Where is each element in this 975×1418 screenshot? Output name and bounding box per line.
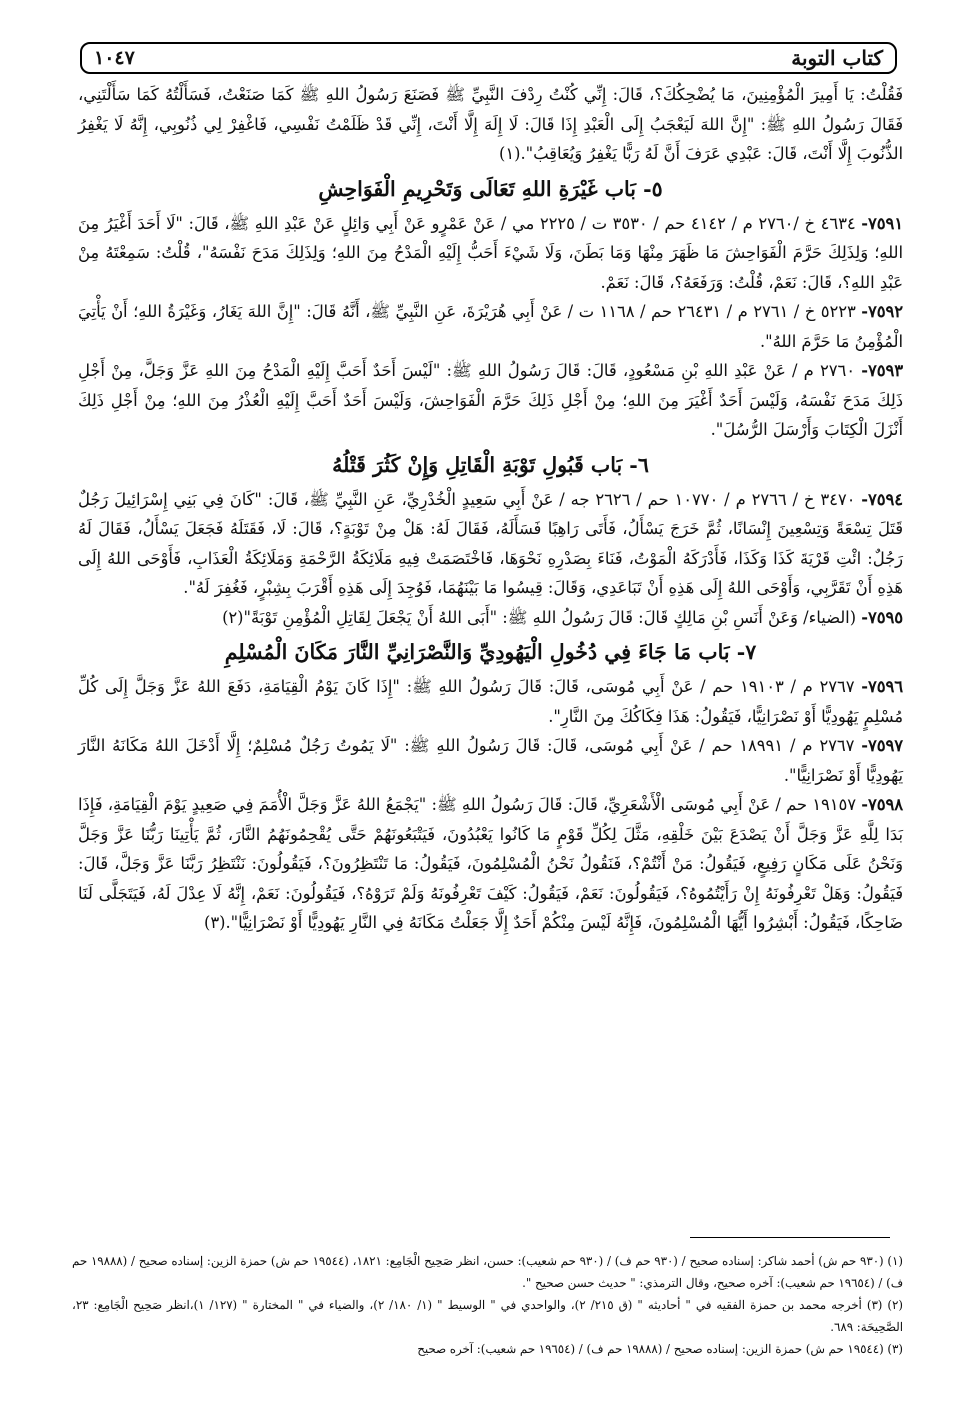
hadith-7593 bbox=[78, 356, 903, 445]
hadith-text: (الضياء/ وَعَنْ أَنَسِ بْنِ مَالِكٍ قَالَ: قَالَ رَسُولُ اللهِ ﷺ: "أَبَى اللهُ أَنْ يَجْعَلَ لِقَاتِلِ الْمُؤْمِنِ تَوْبَةً"(٢) bbox=[222, 607, 857, 627]
chapter-heading-5: ٥- بَاب غَيْرَةِ اللهِ تَعَالَى وَتَحْرِيمِ الْفَوَاحِشِ bbox=[318, 176, 663, 201]
footnote-1: (١) (٩٣٠ حم ش) أحمد شاكر: إسناده صحيح / (٩٣٠ حم ف) / (٩٣٠ حم شعيب): حسن، انظر صَحِيح الْجَامِع: ١٨٢١، (١٩٥٤٤ حم ش) حمزة الزين: إسناده صحيح / (١٩٨٨٨ حم ف) / (١٩٦٥٤ حم شعيب): آخره صحيح، وقال الترمذي: " حديث حسن صحيح ". bbox=[72, 1254, 903, 1290]
hadith-number: ٧٥٩٤- bbox=[861, 489, 903, 509]
footnote-2: (٢) (٣) أخرجه محمد بن حمزة الفقيه في " أحاديثه " (ق ٢١٥/ ٢)، والواحدي في " الوسيط " (١/ ١٨٠/ ٢)، والضياء في " المختارة " (١٢٧/ ١)،انظر صَحِيح الْجَامِع: ٢٣، الصَّحِيحَة: ٦٨٩. bbox=[72, 1298, 903, 1334]
book-title: كتاب التوبة bbox=[791, 46, 883, 70]
chapter-heading-7: ٧- بَاب مَا جَاءَ فِي دُخُولِ الْيَهُودِيِّ وَالنَّصْرَانِيِّ النَّارَ مَكَانَ الْمُسْلِمِ bbox=[224, 640, 757, 664]
hadith-number: ٧٥٩٦- bbox=[861, 677, 903, 696]
page-number: ١٠٤٧ bbox=[94, 47, 135, 69]
hadith-text: ٤٦٣٤ خ /٢٧٦٠ م / ٤١٤٢ حم / ٣٥٣٠ ت / ٢٢٢٥ مي / عَنْ عَمْرٍو عَنْ أَبِي وَائِلٍ عَنْ عَبْدِ اللهِ ﷺ، قَالَ: "لَا أَحَدَ أَغْيَرُ مِنَ اللهِ؛ وَلِذَلِكَ حَرَّمَ الْفَوَاحِشَ مَا ظَهَرَ مِنْهَا وَمَا بَطَنَ، وَلَا شَيْءَ أَحَبُّ إِلَيْهِ الْمَدْحُ مِنَ اللهِ؛ وَلِذَلِكَ مَدَحَ نَفْسَهُ"، قُلْتُ: سَمِعْتَهُ مِنْ عَبْدِ اللهِ؟، قَالَ: نَعَمْ، قُلْتُ: وَرَفَعَهُ؟، قَالَ: نَعَمْ. bbox=[78, 213, 903, 292]
footnotes bbox=[72, 1250, 903, 1360]
hadith-text: ٢٧٦٧ م / ١٩١٠٣ حم / عَنْ أَبِي مُوسَى، قَالَ: قَالَ رَسُولُ اللهِ ﷺ: "إِذَا كَانَ يَوْمُ الْقِيَامَةِ، دَفَعَ اللهُ عَزَّ وَجَلَّ إِلَى كُلِّ مُسْلِمٍ يَهُودِيًّا أَوْ نَصْرَانِيًّا، فَيَقُولُ: هَذَا فِكَاكُكَ مِنَ النَّارِ". bbox=[78, 677, 903, 726]
hadith-text: ١٩١٥٧ حم / عَنْ أَبِي مُوسَى الْأَشْعَرِيِّ، قَالَ: قَالَ رَسُولُ اللهِ ﷺ: "يَجْمَعُ اللهُ عَزَّ وَجَلَّ الْأُمَمَ فِي صَعِيدٍ يَوْمَ الْقِيَامَةِ، فَإِذَا بَدَا لِلَّهِ عَزَّ وَجَلَّ أَنْ يَصْدَعَ بَيْنَ خَلْقِهِ، مَثَّلَ لِكُلِّ قَوْمٍ مَا كَانُوا يَعْبُدُونَ، فَيَتْبَعُونَهُمْ حَتَّى يُقْحِمُونَهُمُ النَّارَ، ثُمَّ يَأْتِينَا رَبُّنَا عَزَّ وَجَلَّ وَنَحْنُ عَلَى مَكَانٍ رَفِيعٍ، فَيَقُولُ: مَنْ أَنْتُمْ؟، فَنَقُولُ نَحْنُ الْمُسْلِمُونَ، فَيَقُولُ: مَا تَنْتَظِرُونَ؟، فَيَقُولُونَ: نَنْتَظِرُ رَبَّنَا عَزَّ وَجَلَّ، قَالَ: فَيَقُولُ: وَهَلْ تَعْرِفُونَهُ إِنْ رَأَيْتُمُوهُ؟، فَيَقُولُونَ: نَعَمْ، فَيَقُولُ: كَيْفَ تَعْرِفُونَهُ وَلَمْ تَرَوْهُ؟، فَيَقُولُونَ: نَعَمْ، إِنَّهُ لَا عِدْلَ لَهُ، فَيَتَجَلَّى لَنَا ضَاحِكًا، فَيَقُولُ: أَبْشِرُوا أَيُّهَا الْمُسْلِمُونَ، فَإِنَّهُ لَيْسَ مِنْكُمْ أَحَدٌ إِلَّا جَعَلْتُ مَكَانَهُ فِي النَّارِ يَهُودِيًّا أَوْ نَصْرَانِيًّا".(٣) bbox=[78, 795, 903, 932]
intro-paragraph: فَقُلْتُ: يَا أَمِيرَ الْمُؤْمِنِينَ، مَا يُضْحِكُكَ؟، قَالَ: إِنِّي كُنْتُ رِدْفَ النَّبِيِّ ﷺ فَصَنَعَ رَسُولُ اللهِ ﷺ كَمَا صَنَعْتُ، فَسَأَلْتُهُ كَمَا سَأَلْتَنِي، فَقَالَ رَسُولُ اللهِ ﷺ: "إِنَّ اللهَ لَيَعْجَبُ إِلَى الْعَبْدِ إِذَا قَالَ: لَا إِلَهَ إِلَّا أَنْتَ، إِنِّي قَدْ ظَلَمْتُ نَفْسِي، فَاغْفِرْ لِي ذُنُوبِي، إِنَّهُ لَا يَغْفِرُ الذُّنُوبَ إِلَّا أَنْتَ، قَالَ: عَبْدِي عَرَفَ أَنَّ لَهُ رَبًّا يَغْفِرُ وَيُعَاقِبُ".(١) bbox=[78, 85, 903, 163]
hadith-7594 bbox=[78, 485, 903, 603]
hadith-number: ٧٥٩٨- bbox=[861, 795, 903, 814]
hadith-7597 bbox=[78, 731, 903, 790]
hadith-text: ٢٧٦٧ م / ١٨٩٩١ حم / عَنْ أَبِي مُوسَى، قَالَ: قَالَ رَسُولُ اللهِ ﷺ: "لَا يَمُوتُ رَجُلٌ مُسْلِمٌ؛ إِلَّا أَدْخَلَ اللهُ مَكَانَهُ النَّارَ يَهُودِيًّا أَوْ نَصْرَانِيًّا". bbox=[78, 736, 903, 785]
hadith-7592 bbox=[78, 297, 903, 356]
hadith-7595 bbox=[78, 603, 903, 633]
page-header bbox=[80, 42, 897, 74]
hadith-number: ٧٥٩٥- bbox=[861, 607, 903, 627]
hadith-number: ٧٥٩٣- bbox=[861, 361, 903, 380]
chapter-heading-6: ٦- بَاب قَبُولِ تَوْبَةِ الْقَاتِلِ وَإِنْ كَثُرَ قَتْلُهُ bbox=[332, 452, 649, 477]
hadith-7598 bbox=[78, 790, 903, 938]
hadith-text: ٢٧٦٠ م / عَنْ عَبْدِ اللهِ بْنِ مَسْعُودٍ، قَالَ: قَالَ رَسُولُ اللهِ ﷺ: "لَيْسَ أَحَدٌ أَحَبَّ إِلَيْهِ الْمَدْحُ مِنَ اللهِ عَزَّ وَجَلَّ، مِنْ أَجْلِ ذَلِكَ مَدَحَ نَفْسَهُ، وَلَيْسَ أَحَدٌ أَغْيَرَ مِنَ اللهِ؛ مِنْ أَجْلِ ذَلِكَ حَرَّمَ الْفَوَاحِشَ، وَلَيْسَ أَحَدٌ أَحَبَّ إِلَيْهِ الْعُذْرُ مِنَ اللهِ؛ مِنْ أَجْلِ ذَلِكَ أَنْزَلَ الْكِتَابَ وَأَرْسَلَ الرُّسُلَ". bbox=[78, 361, 903, 439]
hadith-number: ٧٥٩١- bbox=[861, 213, 903, 233]
hadith-number: ٧٥٩٧- bbox=[861, 736, 903, 755]
hadith-number: ٧٥٩٢- bbox=[861, 302, 903, 321]
main-text bbox=[78, 80, 903, 938]
footnote-3: (٣) (١٩٥٤٤ حم ش) حمزة الزين: إسناده صحيح / (١٩٨٨٨ حم ف) / (١٩٦٥٤ حم شعيب): آخره صحيح bbox=[417, 1342, 903, 1356]
hadith-7596 bbox=[78, 672, 903, 731]
hadith-text: ٣٤٧٠ خ / ٢٧٦٦ م / ١٠٧٧٠ حم / ٢٦٢٦ جه / عَنْ أَبِي سَعِيدٍ الْخُدْرِيِّ، عَنِ النَّبِيِّ ﷺ، قَالَ: "كَانَ فِي بَنِي إِسْرَائِيلَ رَجُلٌ قَتَلَ تِسْعَةً وَتِسْعِينَ إِنْسَانًا، ثُمَّ خَرَجَ يَسْأَلُ، فَأَتَى رَاهِبًا فَسَأَلَهُ، فَقَالَ لَهُ: هَلْ مِنْ تَوْبَةٍ؟، قَالَ: لَا، فَقَتَلَهُ فَجَعَلَ يَسْأَلُ، فَقَالَ لَهُ رَجُلٌ: ائْتِ قَرْيَةَ كَذَا وَكَذَا، فَأَدْرَكَهُ الْمَوْتُ، فَنَاءَ بِصَدْرِهِ نَحْوَهَا، فَاخْتَصَمَتْ فِيهِ مَلَائِكَةُ الرَّحْمَةِ وَمَلَائِكَةُ الْعَذَابِ، فَأَوْحَى اللهُ إِلَى هَذِهِ أَنْ تَقَرَّبِي، وَأَوْحَى اللهُ إِلَى هَذِهِ أَنْ تَبَاعَدِي، وَقَالَ: قِيسُوا مَا بَيْنَهُمَا، فَوُجِدَ إِلَى هَذِهِ أَقْرَبَ بِشِبْرٍ، فَغُفِرَ لَهُ". bbox=[78, 489, 903, 597]
footnote-separator bbox=[690, 1237, 890, 1238]
hadith-7591 bbox=[78, 209, 903, 298]
hadith-text: ٥٢٢٣ خ / ٢٧٦١ م / ٢٦٤٣١ حم / ١١٦٨ ت / عَنْ أَبِي هُرَيْرَةَ، عَنِ النَّبِيِّ ﷺ، أَنَّهُ قَالَ: "إِنَّ اللهَ يَغَارُ، وَغَيْرَةُ اللهِ؛ أَنْ يَأْتِيَ الْمُؤْمِنُ مَا حَرَّمَ اللهُ". bbox=[78, 302, 903, 351]
